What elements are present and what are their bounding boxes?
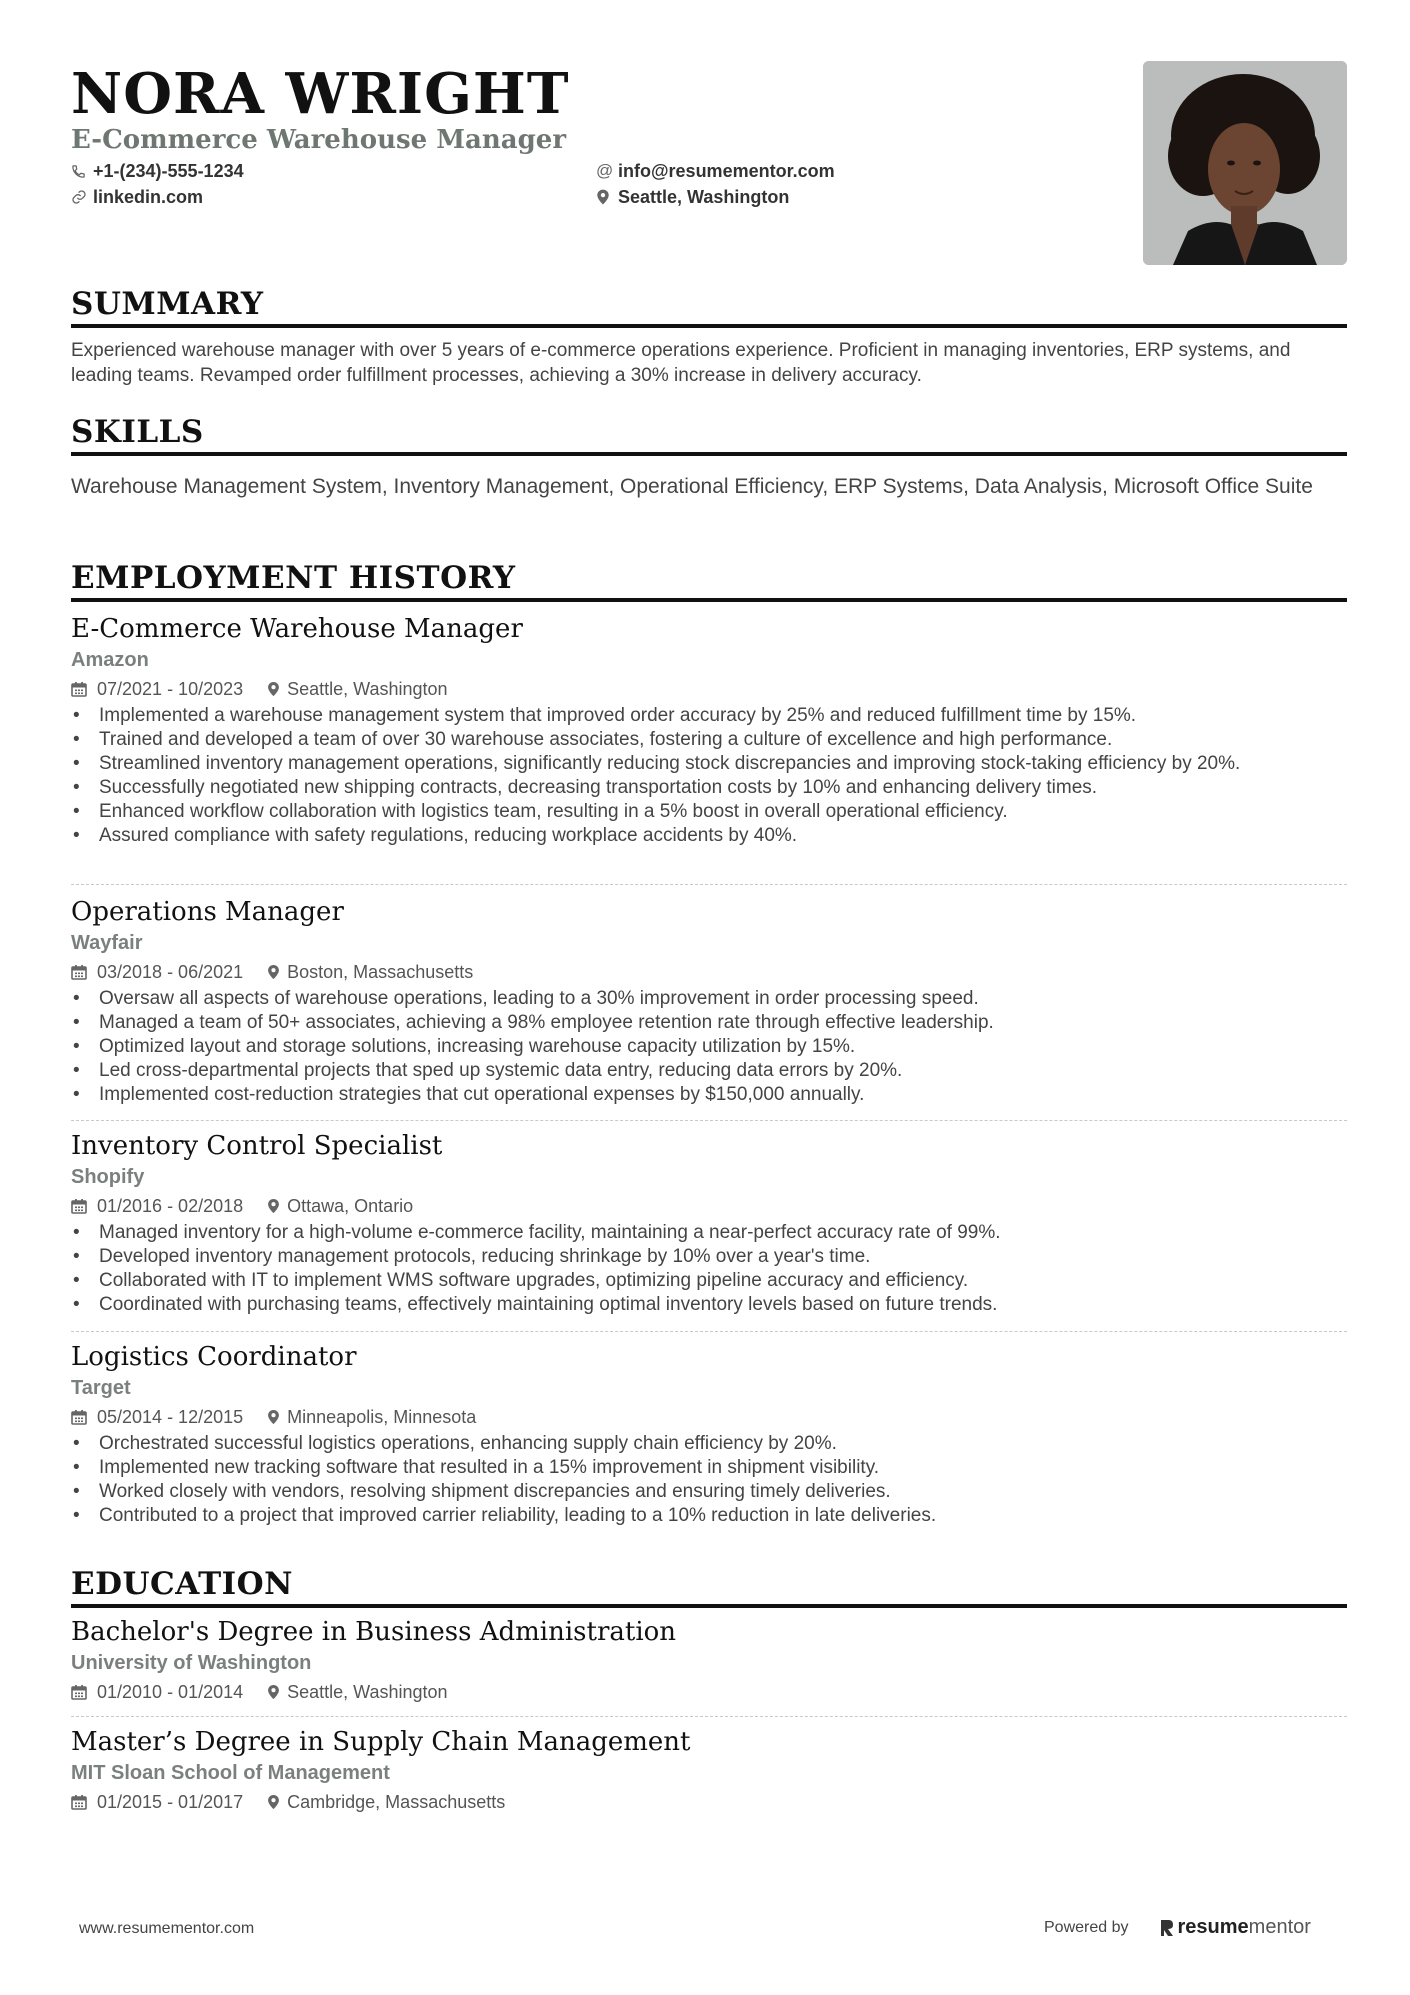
location-pin-icon [267, 964, 287, 980]
contact-email[interactable] [596, 159, 835, 183]
entry-divider [71, 884, 1347, 885]
job-dates: 05/2014 - 12/2015 [97, 1407, 244, 1427]
linkedin-text[interactable]: linkedin.com [93, 186, 204, 207]
entry-divider [71, 1331, 1347, 1332]
job-bullets [71, 987, 1347, 1107]
list-item: • Enhanced workflow collaboration with logistics team, resulting in a 5% boost in overall operational efficiency. [71, 800, 1347, 824]
location-pin-icon [596, 189, 618, 205]
job-entry [71, 896, 1347, 1107]
section-employment-heading: EMPLOYMENT HISTORY [71, 560, 1347, 602]
list-item: • Implemented a warehouse management system that improved order accuracy by 25% and reduced fulfillment time by 15%. [71, 704, 1347, 728]
job-dates: 07/2021 - 10/2023 [97, 679, 244, 699]
candidate-name: NORA WRIGHT [71, 61, 570, 127]
brand-bold-text: resume [1177, 1916, 1249, 1938]
location-pin-icon [267, 1409, 287, 1425]
brand-light-text: mentor [1248, 1916, 1311, 1938]
location-pin-icon [267, 1198, 287, 1214]
contact-linkedin[interactable] [71, 185, 203, 209]
brand-logo[interactable] [1159, 1916, 1311, 1939]
job-bullets [71, 1221, 1347, 1317]
education-location: Cambridge, Massachusetts [287, 1792, 506, 1812]
degree-title: Master’s Degree in Supply Chain Management [71, 1727, 691, 1757]
list-item: • Optimized layout and storage solutions, increasing warehouse capacity utilization by 15%. [71, 1035, 1347, 1059]
list-item: • Oversaw all aspects of warehouse operations, leading to a 30% improvement in order processing speed. [71, 987, 1347, 1011]
list-item: • Developed inventory management protocols, reducing shrinkage by 10% over a year's time. [71, 1245, 1347, 1269]
list-item: • Assured compliance with safety regulations, reducing workplace accidents by 40%. [71, 824, 1347, 848]
list-item: • Streamlined inventory management operations, significantly reducing stock discrepancies and improving stock-taking efficiency by 20%. [71, 752, 1347, 776]
contact-location [596, 185, 789, 209]
section-skills-heading: SKILLS [71, 414, 1347, 456]
location-pin-icon [267, 1794, 287, 1810]
calendar-icon [71, 1794, 97, 1810]
summary-text: Experienced warehouse manager with over 5 years of e-commerce operations experience. Proficient in managing inventories, ERP systems, and leading teams. Revamped order fulfillment processes, achieving a 30% increase in delivery accuracy. [71, 340, 1291, 386]
job-entry [71, 613, 1347, 848]
section-education-heading: EDUCATION [71, 1566, 1347, 1608]
candidate-title: E-Commerce Warehouse Manager [71, 125, 567, 155]
link-icon [71, 189, 93, 205]
job-company: Amazon [71, 649, 149, 671]
list-item: • Coordinated with purchasing teams, effectively maintaining optimal inventory levels based on future trends. [71, 1293, 1347, 1317]
job-dates: 03/2018 - 06/2021 [97, 962, 244, 982]
at-icon: @ [596, 161, 614, 180]
list-item: • Managed a team of 50+ associates, achieving a 98% employee retention rate through effective leadership. [71, 1011, 1347, 1035]
contact-phone [71, 159, 244, 183]
location-text: Seattle, Washington [618, 186, 790, 207]
footer-powered-by [1044, 1916, 1311, 1939]
job-meta [71, 677, 1347, 701]
job-location: Boston, Massachusetts [287, 962, 474, 982]
education-location: Seattle, Washington [287, 1682, 448, 1702]
education-entry [71, 1616, 1347, 1704]
profile-photo [1143, 61, 1347, 265]
education-meta [71, 1680, 1347, 1704]
job-entry [71, 1341, 1347, 1528]
education-meta [71, 1790, 1347, 1814]
phone-icon [71, 164, 93, 179]
location-pin-icon [267, 681, 287, 697]
job-entry [71, 1130, 1347, 1317]
email-text[interactable]: info@resumementor.com [618, 160, 835, 181]
entry-divider [71, 1716, 1347, 1717]
degree-title: Bachelor's Degree in Business Administration [71, 1617, 677, 1647]
list-item: • Collaborated with IT to implement WMS software upgrades, optimizing pipeline accuracy and efficiency. [71, 1269, 1347, 1293]
job-title: E-Commerce Warehouse Manager [71, 614, 523, 644]
phone-text: +1-(234)-555-1234 [93, 160, 244, 181]
list-item: • Led cross-departmental projects that sped up systemic data entry, reducing data errors by 20%. [71, 1059, 1347, 1083]
education-entry [71, 1726, 1347, 1814]
job-meta [71, 1405, 1347, 1429]
list-item: • Trained and developed a team of over 30 warehouse associates, fostering a culture of excellence and high performance. [71, 728, 1347, 752]
entry-divider [71, 1120, 1347, 1121]
footer-website[interactable]: www.resumementor.com [79, 1920, 255, 1937]
section-summary-heading: SUMMARY [71, 286, 1347, 328]
job-location: Ottawa, Ontario [287, 1196, 414, 1216]
list-item: • Orchestrated successful logistics operations, enhancing supply chain efficiency by 20%. [71, 1432, 1347, 1456]
job-bullets [71, 704, 1347, 848]
job-location: Minneapolis, Minnesota [287, 1407, 477, 1427]
logo-icon [1159, 1918, 1175, 1938]
job-dates: 01/2016 - 02/2018 [97, 1196, 244, 1216]
job-company: Target [71, 1377, 131, 1399]
job-title: Operations Manager [71, 897, 344, 927]
calendar-icon [71, 964, 97, 980]
list-item: • Managed inventory for a high-volume e-commerce facility, maintaining a near-perfect accuracy rate of 99%. [71, 1221, 1347, 1245]
job-company: Wayfair [71, 932, 143, 954]
education-dates: 01/2015 - 01/2017 [97, 1792, 244, 1812]
school-name: University of Washington [71, 1652, 312, 1674]
job-company: Shopify [71, 1166, 145, 1188]
calendar-icon [71, 1684, 97, 1700]
school-name: MIT Sloan School of Management [71, 1762, 390, 1784]
list-item: • Implemented cost-reduction strategies that cut operational expenses by $150,000 annually. [71, 1083, 1347, 1107]
job-meta [71, 960, 1347, 984]
powered-by-label: Powered by [1044, 1918, 1129, 1936]
education-dates: 01/2010 - 01/2014 [97, 1682, 244, 1702]
calendar-icon [71, 681, 97, 697]
calendar-icon [71, 1198, 97, 1214]
location-pin-icon [267, 1684, 287, 1700]
list-item: • Contributed to a project that improved carrier reliability, leading to a 10% reduction in late deliveries. [71, 1504, 1347, 1528]
job-title: Inventory Control Specialist [71, 1131, 443, 1161]
list-item: • Worked closely with vendors, resolving shipment discrepancies and ensuring timely deliveries. [71, 1480, 1347, 1504]
list-item: • Implemented new tracking software that resulted in a 15% improvement in shipment visibility. [71, 1456, 1347, 1480]
job-location: Seattle, Washington [287, 679, 448, 699]
job-meta [71, 1194, 1347, 1218]
job-title: Logistics Coordinator [71, 1342, 357, 1372]
skills-text: Warehouse Management System, Inventory Management, Operational Efficiency, ERP Systems, Data Analysis, Microsoft Office Suite [71, 475, 1313, 498]
job-bullets [71, 1432, 1347, 1528]
list-item: • Successfully negotiated new shipping contracts, decreasing transportation costs by 10% and enhancing delivery times. [71, 776, 1347, 800]
calendar-icon [71, 1409, 97, 1425]
